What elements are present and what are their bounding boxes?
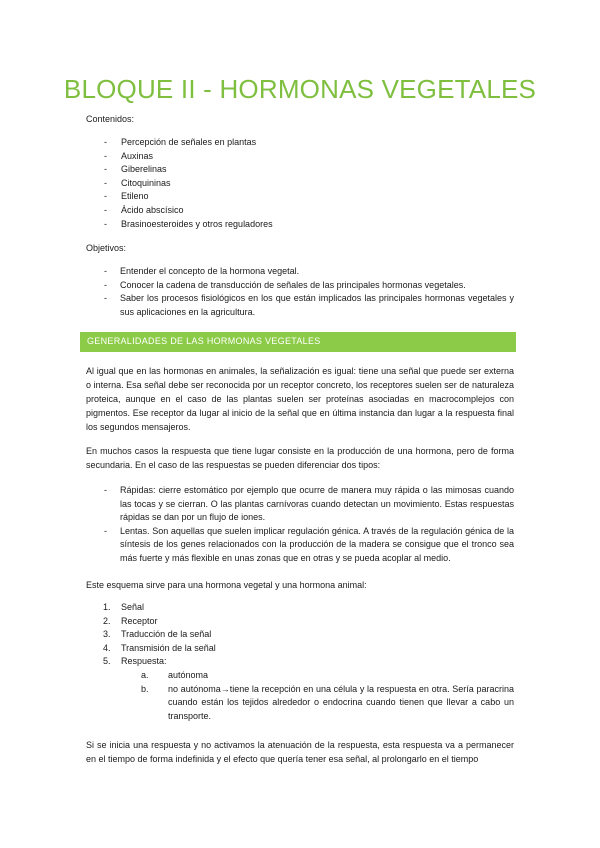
paragraph-esquema: Este esquema sirve para una hormona vegetal y una hormona animal:	[86, 580, 367, 590]
list-item	[86, 628, 514, 642]
list-number: 4.	[103, 642, 111, 653]
list-item: - Citoquininas	[86, 177, 273, 191]
list-item: - Percepción de señales en plantas	[86, 136, 273, 150]
list-text: Respuesta:	[121, 656, 167, 667]
list-number: 5.	[103, 656, 111, 667]
sublist-item	[121, 669, 514, 683]
list-text: autónoma	[168, 669, 209, 680]
list-text: no autónoma→tiene la recepción en una célula y la respuesta en otra. Sería paracrina cuando están los tejidos alrededor o endocrina cuando tienen que llevar a cabo un transporte.	[168, 683, 514, 721]
tipos-respuesta-list	[86, 484, 514, 566]
list-item	[86, 655, 514, 723]
objetivos-label: Objetivos:	[86, 243, 127, 253]
list-item: - Etileno	[86, 190, 273, 204]
section-heading: GENERALIDADES DE LAS HORMONAS VEGETALES	[87, 336, 321, 346]
objetivos-list	[86, 265, 514, 319]
paragraph-respuesta: En muchos casos la respuesta que tiene lugar consiste en la producción de una hormona, pero de forma secundaria. En el caso de las respuestas se pueden diferenciar dos tipos:	[86, 446, 514, 470]
list-item: - Auxinas	[86, 150, 273, 164]
list-item: - Giberelinas	[86, 163, 273, 177]
list-number: 1.	[103, 602, 111, 612]
list-text: Señal	[121, 602, 145, 612]
list-item: - Rápidas: cierre estomático por ejemplo que ocurre de manera muy rápida o las mimosas cuando las tocas y se cierran. O las plantas carnívoras cuando detectan un movimiento. Estas respuestas rápidas se dan por un flujo de iones.	[86, 484, 514, 525]
page-title: BLOQUE II - HORMONAS VEGETALES	[63, 74, 537, 104]
list-item: - Brasinoesteroides y otros reguladores	[86, 218, 273, 232]
list-item: - Entender el concepto de la hormona vegetal.	[86, 265, 514, 279]
list-item: - Lentas. Son aquellas que suelen implicar regulación génica. A través de la regulación génica de la síntesis de los genes relacionados con la producción de la madera se consigue que el tronco sea más fuerte y más flexible en unas zonas que en otras y se pueda acoplar al medio.	[86, 525, 514, 566]
list-item	[86, 601, 514, 615]
list-item	[86, 615, 514, 629]
list-item: - Conocer la cadena de transducción de señales de las principales hormonas vegetales.	[86, 279, 514, 293]
list-text: Receptor	[121, 615, 158, 626]
list-number: 2.	[103, 615, 111, 626]
contenidos-label: Contenidos:	[86, 114, 135, 124]
esquema-list	[86, 601, 514, 723]
list-item	[86, 642, 514, 656]
sublist-item	[121, 683, 514, 724]
section-heading-band	[80, 332, 516, 352]
respuesta-sublist	[121, 669, 514, 723]
list-number: a.	[141, 669, 149, 680]
list-text: Traducción de la señal	[121, 629, 212, 640]
paragraph-atenuacion: Si se inicia una respuesta y no activamos la atenuación de la respuesta, esta respuesta va a permanecer en el tiempo de forma indefinida y el efecto que quería tener esa señal, al prolongarlo en el tiempo	[86, 740, 514, 764]
paragraph-senalizacion: Al igual que en las hormonas en animales, la señalización es igual: tiene una señal que puede ser externa o interna. Esa señal debe ser reconocida por un receptor concreto, los receptores suelen ser de naturaleza proteica, aunque en el caso de las plantas suelen ser proteínas asociadas en macrocomplejos con pigmentos. Ese receptor da lugar al inicio de la señal que en última instancia dan lugar a la respuesta final los segundos mensajeros.	[86, 366, 514, 432]
list-item: - Ácido abscísico	[86, 204, 273, 218]
list-item: - Saber los procesos fisiológicos en los que están implicados las principales hormonas vegetales y sus aplicaciones en la agricultura.	[86, 292, 514, 319]
list-text: Transmisión de la señal	[121, 642, 216, 653]
list-number: 3.	[103, 629, 111, 640]
contenidos-list	[86, 136, 273, 231]
list-number: b.	[141, 683, 149, 694]
